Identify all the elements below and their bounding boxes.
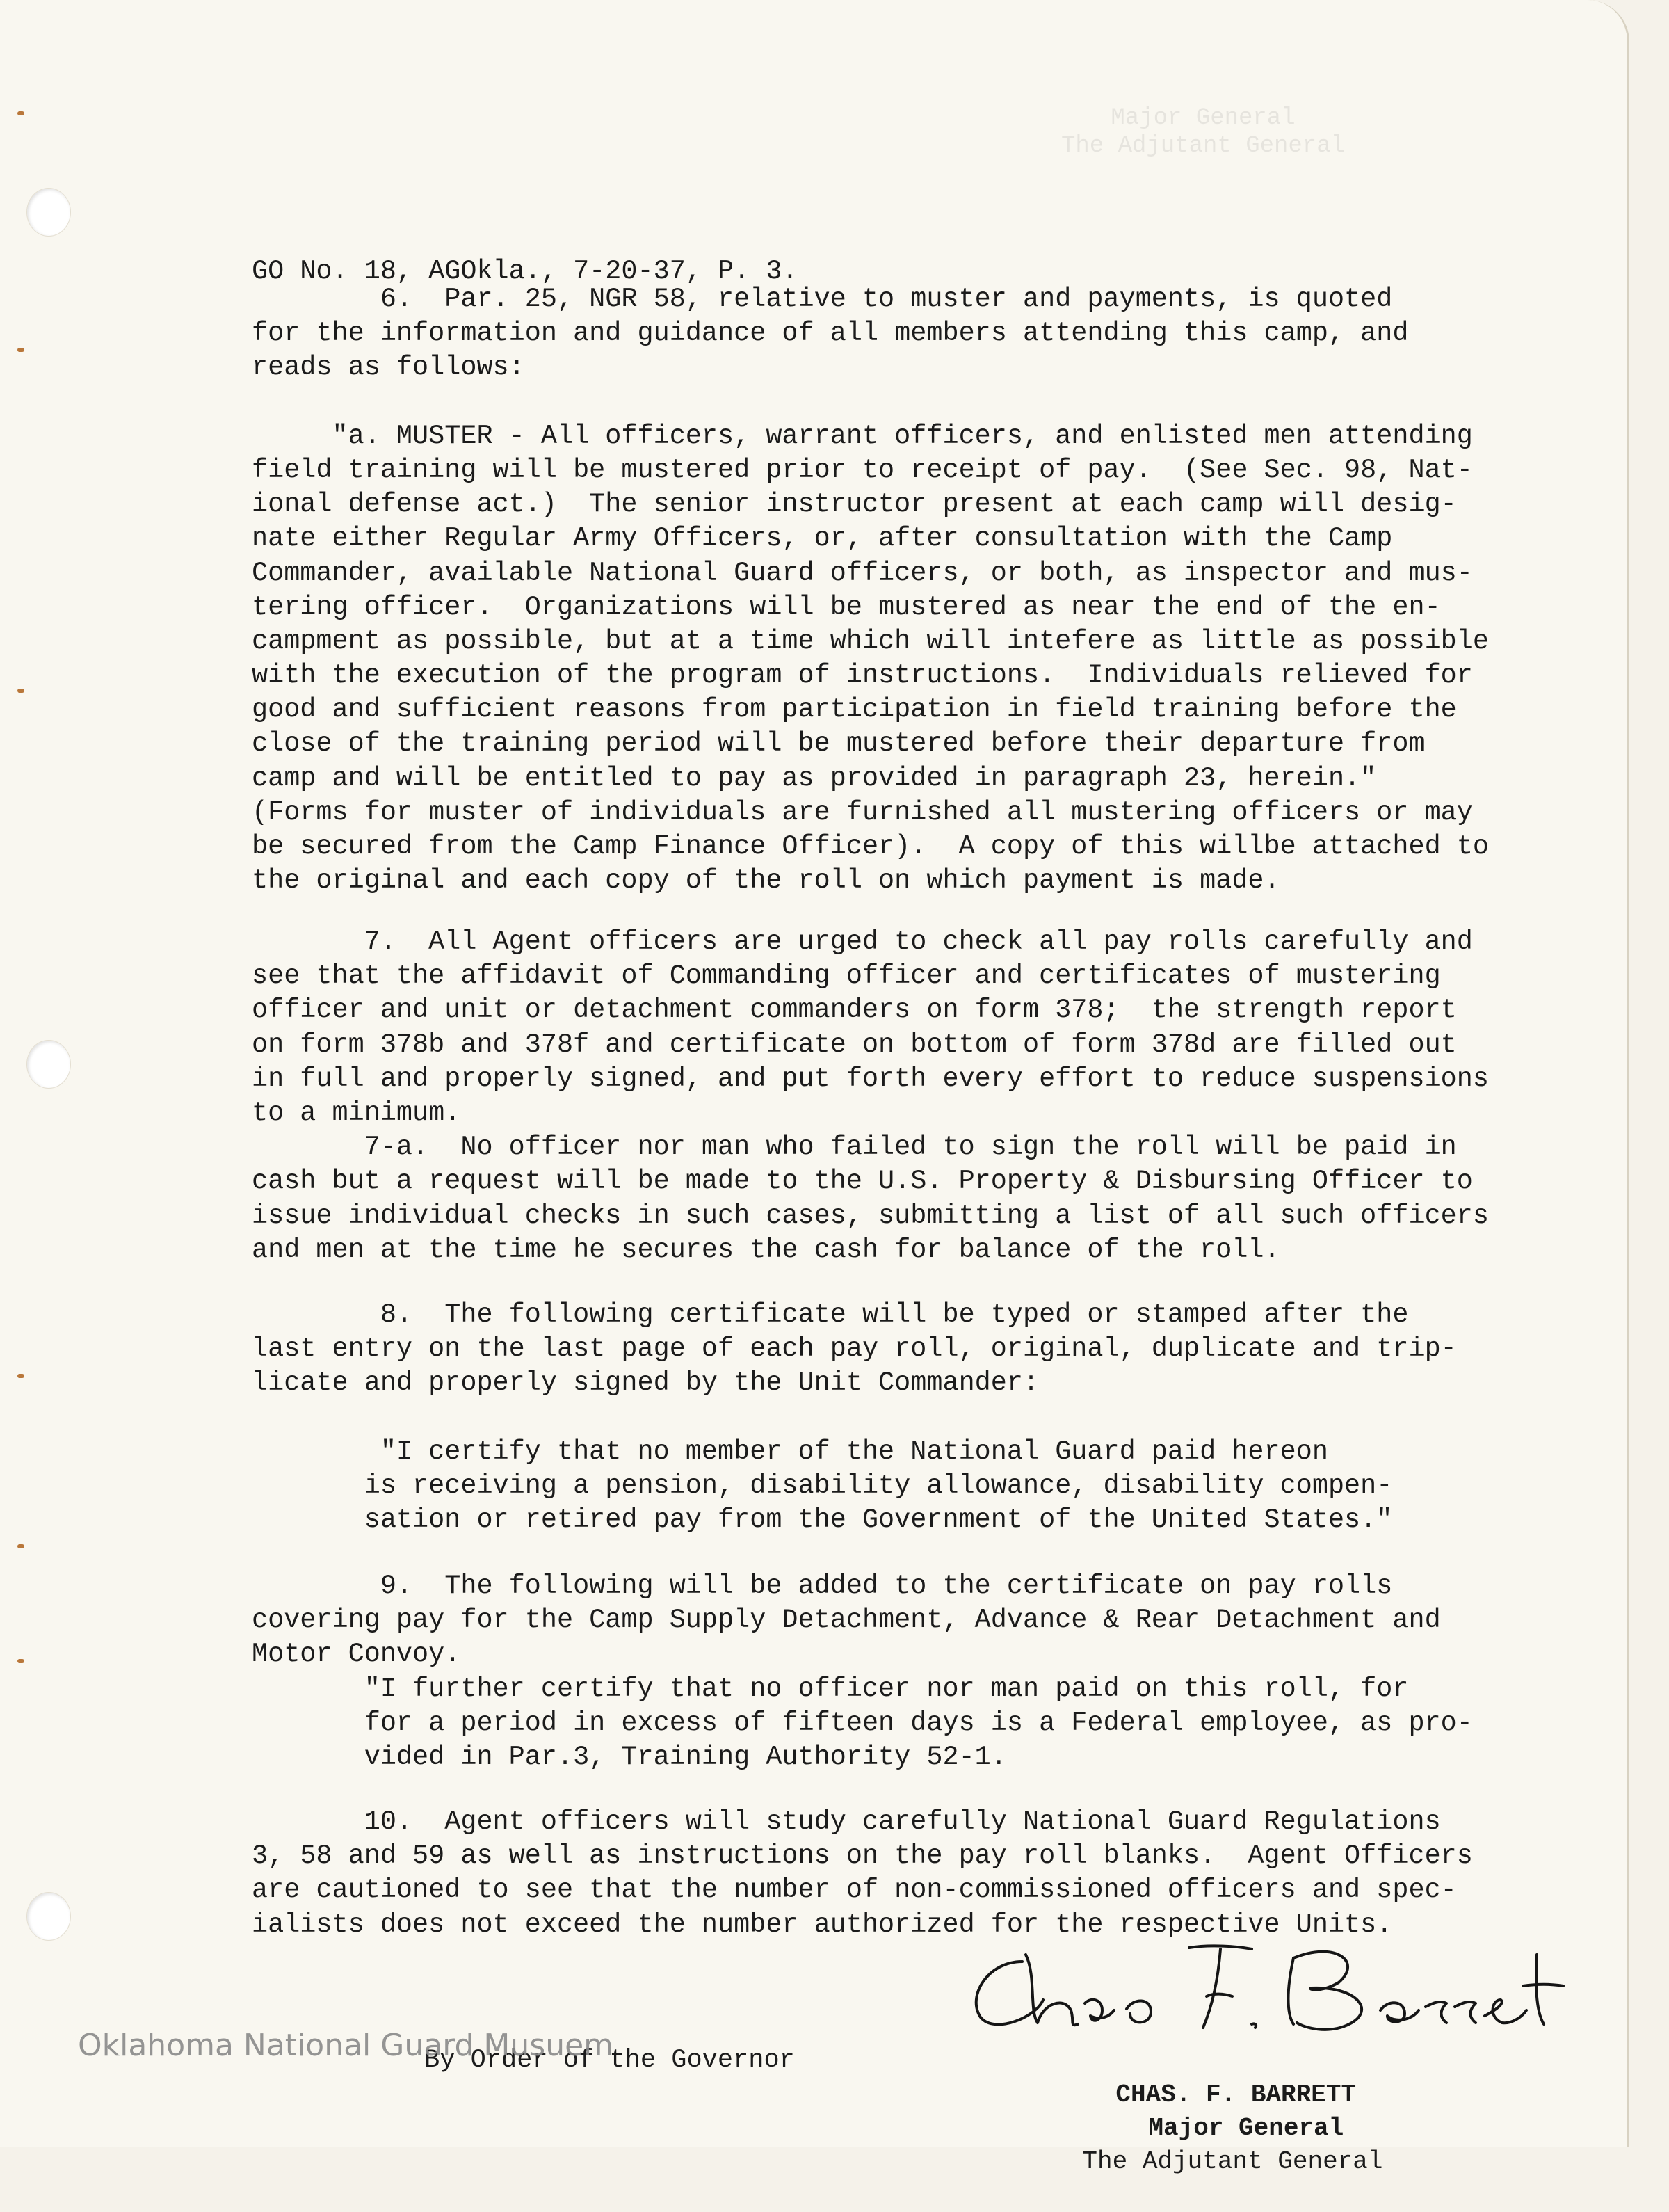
- text-line: 9. The following will be added to the certificate on pay rolls: [252, 1571, 1393, 1601]
- signatory-name-text: CHAS. F. BARRETT: [1115, 2081, 1357, 2109]
- signatory-rank-text: Major General: [1148, 2114, 1344, 2142]
- text-line: 8. The following certificate will be typed or stamped after the: [252, 1299, 1409, 1330]
- punch-hole-top: [26, 188, 71, 237]
- text-line: camp and will be entitled to pay as provided in paragraph 23, herein.": [252, 762, 1377, 794]
- paragraph-8: [252, 1298, 1457, 1537]
- text-line: Commander, available National Guard officers, or both, as inspector and mus-: [252, 557, 1473, 588]
- text-line: in full and properly signed, and put forth every effort to reduce suspensions: [252, 1063, 1489, 1094]
- edge-speck: [17, 1544, 24, 1548]
- text-line: reads as follows:: [252, 352, 525, 383]
- text-line: (Forms for muster of individuals are furnished all mustering officers or may: [252, 796, 1473, 828]
- text-line: to a minimum.: [252, 1097, 461, 1128]
- text-line: covering pay for the Camp Supply Detachment, Advance & Rear Detachment and: [252, 1605, 1441, 1636]
- paragraph-9: [252, 1569, 1473, 1774]
- text-line: is receiving a pension, disability allowance, disability compen-: [252, 1470, 1393, 1501]
- signatory-title-text: The Adjutant General: [1082, 2147, 1383, 2176]
- signatory-title: [1022, 2112, 1383, 2212]
- edge-speck: [17, 111, 24, 115]
- text-line: 6. Par. 25, NGR 58, relative to muster and payments, is quoted: [252, 284, 1393, 314]
- text-line: 7-a. No officer nor man who failed to sign the roll will be paid in: [252, 1132, 1457, 1163]
- paragraph-10: [252, 1805, 1473, 1942]
- punch-hole-bottom: [26, 1892, 71, 1941]
- text-line: [252, 385, 1489, 419]
- header-line: GO No. 18, AGOkla., 7-20-37, P. 3.: [252, 256, 798, 287]
- text-line: the original and each copy of the roll on which payment is made.: [252, 865, 1280, 897]
- text-line: with the execution of the program of instructions. Individuals relieved for: [252, 660, 1473, 691]
- text-line: field training will be mustered prior to receipt of pay. (See Sec. 98, Nat-: [252, 454, 1473, 486]
- text-line: good and sufficient reasons from participation in field training before the: [252, 694, 1457, 726]
- text-line: "I certify that no member of the National Guard paid hereon: [252, 1436, 1328, 1467]
- text-line: and men at the time he secures the cash for balance of the roll.: [252, 1234, 1280, 1265]
- text-line: campment as possible, but at a time which will intefere as little as possible: [252, 625, 1489, 657]
- text-line: officer and unit or detachment commanders on form 378; the strength report: [252, 995, 1457, 1026]
- text-line: close of the training period will be mustered before their departure from: [252, 728, 1425, 760]
- text-line: ional defense act.) The senior instructor present at each camp will desig-: [252, 489, 1457, 520]
- text-line: for the information and guidance of all members attending this camp, and: [252, 318, 1409, 349]
- text-line: are cautioned to see that the number of non-commissioned officers and spec-: [252, 1875, 1457, 1906]
- text-line: nate either Regular Army Officers, or, after consultation with the Camp: [252, 523, 1393, 554]
- text-line: be secured from the Camp Finance Officer). A copy of this willbe attached to: [252, 831, 1489, 862]
- bleed-through-text: [1022, 104, 1384, 160]
- text-line: cash but a request will be made to the U.S. Property & Disbursing Officer to: [252, 1166, 1473, 1197]
- text-line: ialists does not exceed the number authorized for the respective Units.: [252, 1909, 1393, 1940]
- text-line: tering officer. Organizations will be mustered as near the end of the en-: [252, 591, 1441, 623]
- paragraph-7: [252, 925, 1489, 1267]
- paragraph-6: [252, 282, 1489, 898]
- text-line: sation or retired pay from the Government of the United States.": [252, 1505, 1393, 1536]
- text-line: 7. All Agent officers are urged to check all pay rolls carefully and: [252, 927, 1473, 957]
- text-line: last entry on the last page of each pay roll, original, duplicate and trip-: [252, 1333, 1457, 1365]
- text-line: see that the affidavit of Commanding officer and certificates of mustering: [252, 961, 1441, 992]
- text-line: "I further certify that no officer nor man paid on this roll, for: [252, 1673, 1409, 1704]
- text-line: Motor Convoy.: [252, 1639, 461, 1670]
- text-line: vided in Par.3, Training Authority 52-1.: [252, 1741, 1007, 1772]
- by-order-text: By Order of the Governor: [424, 2046, 795, 2076]
- punch-hole-middle: [26, 1040, 71, 1089]
- text-line: "a. MUSTER - All officers, warrant officers, and enlisted men attending: [252, 420, 1473, 451]
- text-line: for a period in excess of fifteen days is a Federal employee, as pro-: [252, 1707, 1473, 1738]
- bleed-through-line-1: Major General: [1111, 105, 1296, 131]
- text-line: [252, 1401, 1457, 1435]
- text-line: issue individual checks in such cases, submitting a list of all such officers: [252, 1200, 1489, 1231]
- text-line: 10. Agent officers will study carefully National Guard Regulations: [252, 1806, 1441, 1837]
- edge-speck: [17, 348, 24, 352]
- text-line: on form 378b and 378f and certificate on bottom of form 378d are filled out: [252, 1029, 1457, 1060]
- edge-speck: [17, 689, 24, 693]
- handwritten-signature: [960, 1934, 1572, 2038]
- edge-speck: [17, 1374, 24, 1378]
- edge-speck: [17, 1659, 24, 1663]
- text-line: licate and properly signed by the Unit Commander:: [252, 1368, 1040, 1399]
- museum-watermark: Oklahoma National Guard Musuem: [78, 2028, 614, 2063]
- bleed-through-line-2: The Adjutant General: [1061, 133, 1346, 159]
- text-line: 3, 58 and 59 as well as instructions on the pay roll blanks. Agent Officers: [252, 1841, 1473, 1872]
